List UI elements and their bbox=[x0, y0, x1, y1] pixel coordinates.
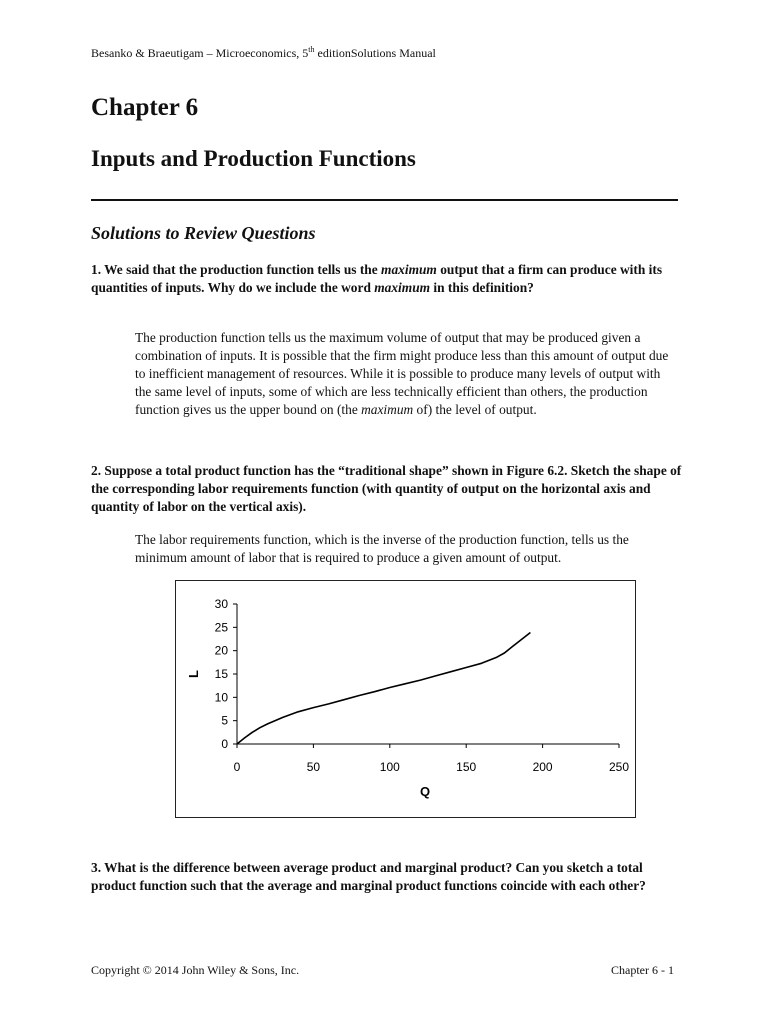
y-axis-label: L bbox=[186, 670, 201, 678]
x-axis-label: Q bbox=[419, 784, 431, 799]
y-tick-label: 15 bbox=[214, 667, 228, 681]
y-tick-label: 30 bbox=[214, 597, 228, 611]
series-line-0 bbox=[237, 633, 530, 745]
x-tick-label: 0 bbox=[233, 760, 241, 774]
running-header-superscript: th bbox=[308, 45, 315, 54]
answer-1: The production function tells us the maximum volume of output that may be produced given a combination of inputs. It is possible that the firm might produce less than this amount of output due to inefficient management of resources. While it is possible to produce many levels of output with the same level of inputs, some of which are less technically efficient than others, the production function gives us the upper bound on (the maximum of) the level of output. bbox=[135, 330, 669, 417]
chart-canvas bbox=[176, 581, 637, 819]
section-heading: Solutions to Review Questions bbox=[91, 223, 316, 243]
footer-copyright: Copyright © 2014 John Wiley & Sons, Inc. bbox=[91, 963, 300, 977]
chapter-label: Chapter 6 bbox=[91, 94, 199, 121]
x-tick-label: 100 bbox=[379, 760, 400, 774]
question-3: 3. What is the difference between average product and marginal product? Can you sketch a total product function such that the average and marginal product functions coincide with each other? bbox=[91, 860, 646, 893]
y-tick-label: 0 bbox=[221, 737, 228, 751]
running-header-text: Besanko & Braeutigam – Microeconomics, 5 bbox=[91, 46, 309, 60]
x-tick-label: 150 bbox=[456, 760, 477, 774]
y-tick-label: 10 bbox=[214, 690, 228, 705]
title-divider bbox=[91, 199, 678, 201]
question-1: 1. We said that the production function tells us the maximum output that a firm can produce with its quantities of inputs. Why do we include the word maximum in this definition? bbox=[91, 262, 663, 295]
y-tick-label: 5 bbox=[221, 713, 228, 728]
y-tick-label: 25 bbox=[214, 620, 228, 635]
x-tick-label: 250 bbox=[608, 760, 630, 774]
x-tick-label: 200 bbox=[532, 760, 553, 774]
answer-2: The labor requirements function, which is the inverse of the production function, tells us the minimum amount of labor that is required to produce a given amount of output. bbox=[135, 532, 629, 565]
footer-page-number: Chapter 6 - 1 bbox=[611, 963, 674, 977]
chapter-title: Inputs and Production Functions bbox=[91, 146, 416, 171]
question-2: 2. Suppose a total product function has the “traditional shape” shown in Figure 6.2. Sketch the shape of the corresponding labor requirements function (with quantity of output on the horizontal axis and quantity of labor on the vertical axis). bbox=[91, 463, 682, 514]
running-header-text-end: editionSolutions Manual bbox=[314, 46, 436, 60]
running-header bbox=[91, 46, 436, 61]
x-tick-label: 50 bbox=[306, 760, 321, 774]
y-tick-label: 20 bbox=[214, 643, 228, 658]
labor-requirements-chart bbox=[175, 580, 636, 818]
